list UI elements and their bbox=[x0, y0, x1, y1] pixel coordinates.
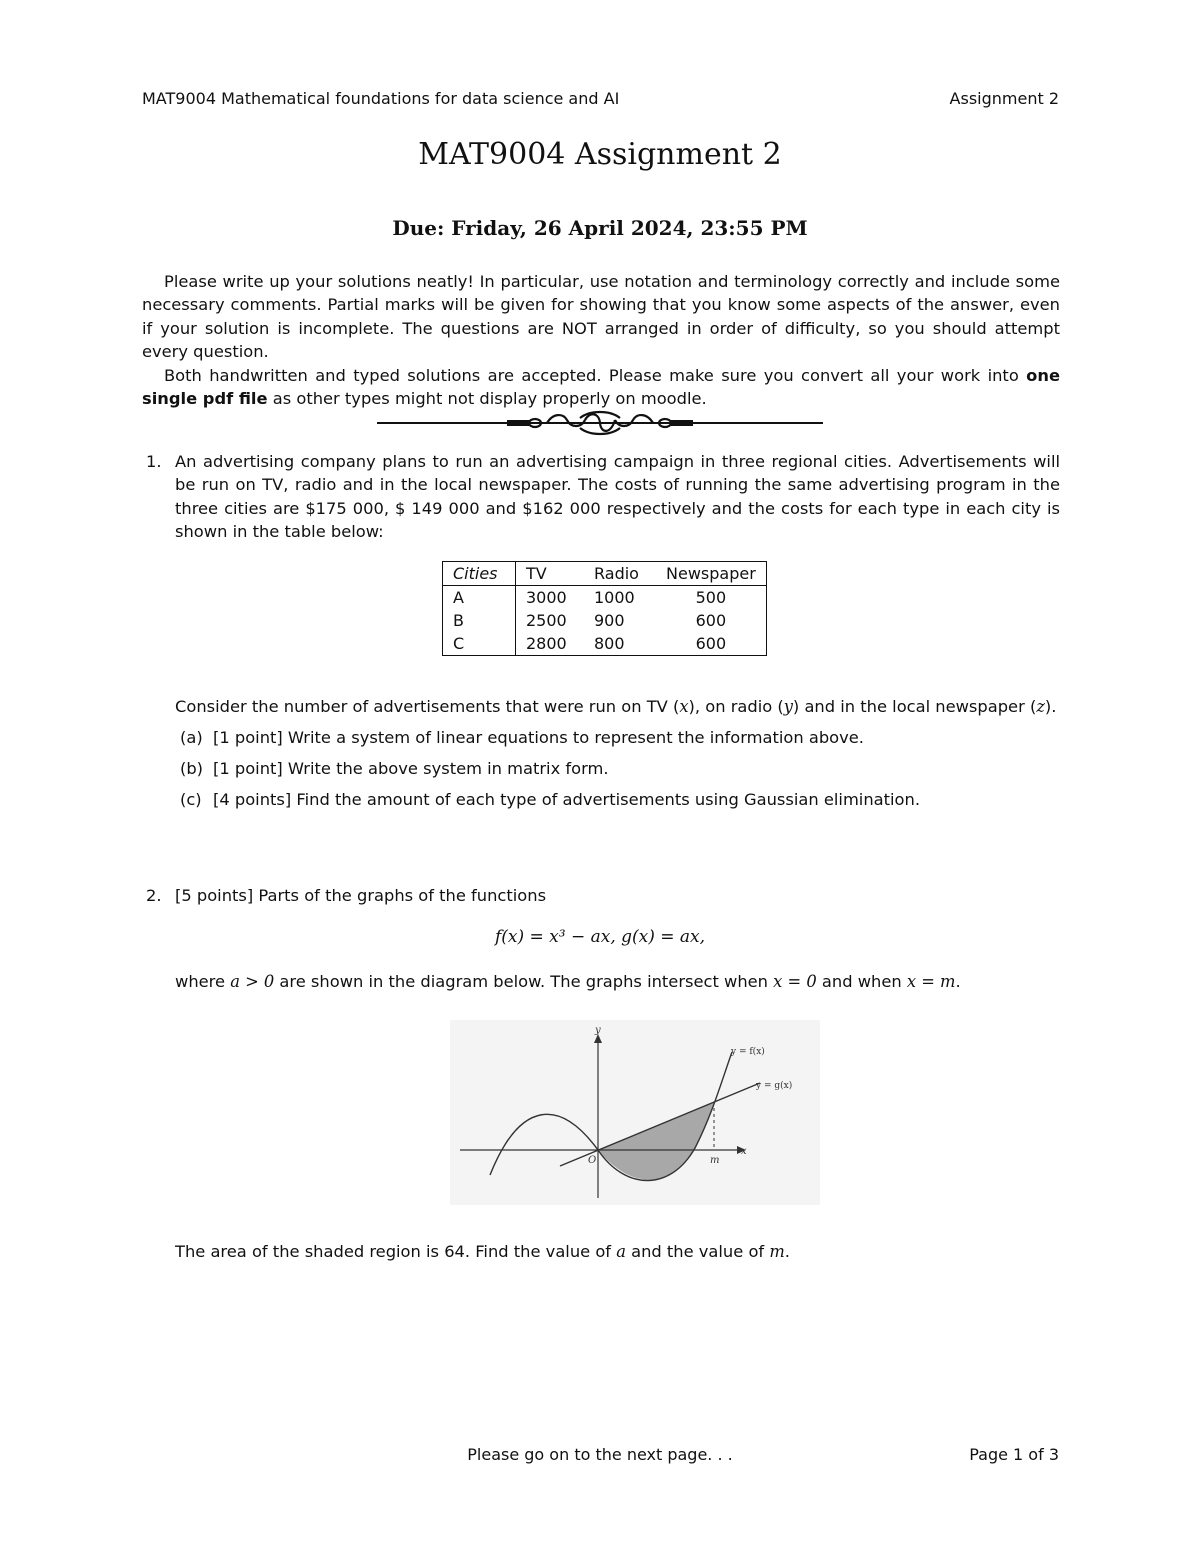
question-1-part-a: (a) [1 point] Write a system of linear equations to represent the information above. bbox=[180, 728, 864, 747]
table-cell: 800 bbox=[594, 634, 625, 653]
table-row bbox=[443, 609, 767, 632]
question-1-part-b: (b) [1 point] Write the above system in matrix form. bbox=[180, 759, 609, 778]
footer-page-number: Page 1 of 3 bbox=[969, 1445, 1059, 1464]
ornament-divider-icon bbox=[375, 408, 825, 438]
question-1-number: 1. bbox=[146, 452, 162, 471]
table-header-tv: TV bbox=[516, 562, 585, 586]
due-date: Due: Friday, 26 April 2024, 23:55 PM bbox=[392, 216, 808, 240]
table-cell: 600 bbox=[695, 634, 727, 653]
table-row bbox=[443, 586, 767, 610]
table-header-newspaper: Newspaper bbox=[656, 562, 766, 586]
label-origin: O bbox=[588, 1155, 597, 1166]
label-x-axis: x bbox=[741, 1146, 747, 1157]
instructions bbox=[142, 270, 1060, 410]
table-cell: 1000 bbox=[594, 588, 635, 607]
table-cell: A bbox=[443, 586, 516, 610]
question-2-final: The area of the shaded region is 64. Find the value of a and the value of m. bbox=[175, 1242, 790, 1261]
label-y-axis: y bbox=[595, 1025, 601, 1036]
cost-table bbox=[442, 561, 767, 656]
question-1-part-c: (c) [4 points] Find the amount of each type of advertisements using Gaussian elimination. bbox=[180, 790, 920, 809]
running-header-right: Assignment 2 bbox=[949, 89, 1059, 108]
instructions-paragraph-1: Please write up your solutions neatly! In particular, use notation and terminology correctly and include some necessary comments. Partial marks will be given for showing that you know some aspects of the answer, even if your solution is incomplete. The questions are NOT arranged in order of difficulty, so you should attempt every question. bbox=[142, 272, 1060, 362]
table-cell: 2800 bbox=[526, 634, 567, 653]
table-cell: 500 bbox=[695, 588, 727, 607]
function-formula: f(x) = x³ − ax, g(x) = ax, bbox=[494, 927, 706, 947]
footer-next-page: Please go on to the next page. . . bbox=[467, 1445, 733, 1464]
question-2-intro: [5 points] Parts of the graphs of the functions bbox=[175, 886, 547, 905]
table-cell: C bbox=[443, 632, 516, 656]
running-header-left: MAT9004 Mathematical foundations for data science and AI bbox=[142, 89, 620, 108]
table-cell: 3000 bbox=[526, 588, 567, 607]
table-cell: 900 bbox=[594, 611, 625, 630]
question-2-number: 2. bbox=[146, 886, 162, 905]
question-1-consider: Consider the number of advertisements that were run on TV (x), on radio (y) and in the local newspaper (z). bbox=[175, 697, 1057, 716]
function-graph bbox=[450, 1020, 820, 1205]
cost-table-wrapper bbox=[442, 561, 767, 656]
question-1-text: An advertising company plans to run an advertising campaign in three regional cities. Advertisements will be run on TV, radio and in the local newspaper. The costs of running the same advertising program in the three cities are $175 000, $ 149 000 and $162 000 respectively and the costs for each type in each city is shown in the table below: bbox=[175, 452, 1060, 542]
instructions-paragraph-2: Both handwritten and typed solutions are accepted. Please make sure you convert all your work into one single pdf file as other types might not display properly on moodle. bbox=[142, 365, 1060, 409]
table-header-radio: Radio bbox=[584, 562, 656, 586]
table-cell: 600 bbox=[695, 611, 727, 630]
question-2-where: where a > 0 are shown in the diagram below. The graphs intersect when x = 0 and when x = m. bbox=[175, 972, 961, 991]
table-cell: B bbox=[443, 609, 516, 632]
page-title: MAT9004 Assignment 2 bbox=[418, 137, 782, 172]
label-y-g: y = g(x) bbox=[756, 1081, 793, 1091]
table-row bbox=[443, 632, 767, 656]
table-header-cities: Cities bbox=[443, 562, 516, 586]
table-header-row bbox=[443, 562, 767, 586]
table-cell: 2500 bbox=[526, 611, 567, 630]
label-m: m bbox=[710, 1155, 720, 1166]
label-y-f: y = f(x) bbox=[731, 1047, 765, 1057]
